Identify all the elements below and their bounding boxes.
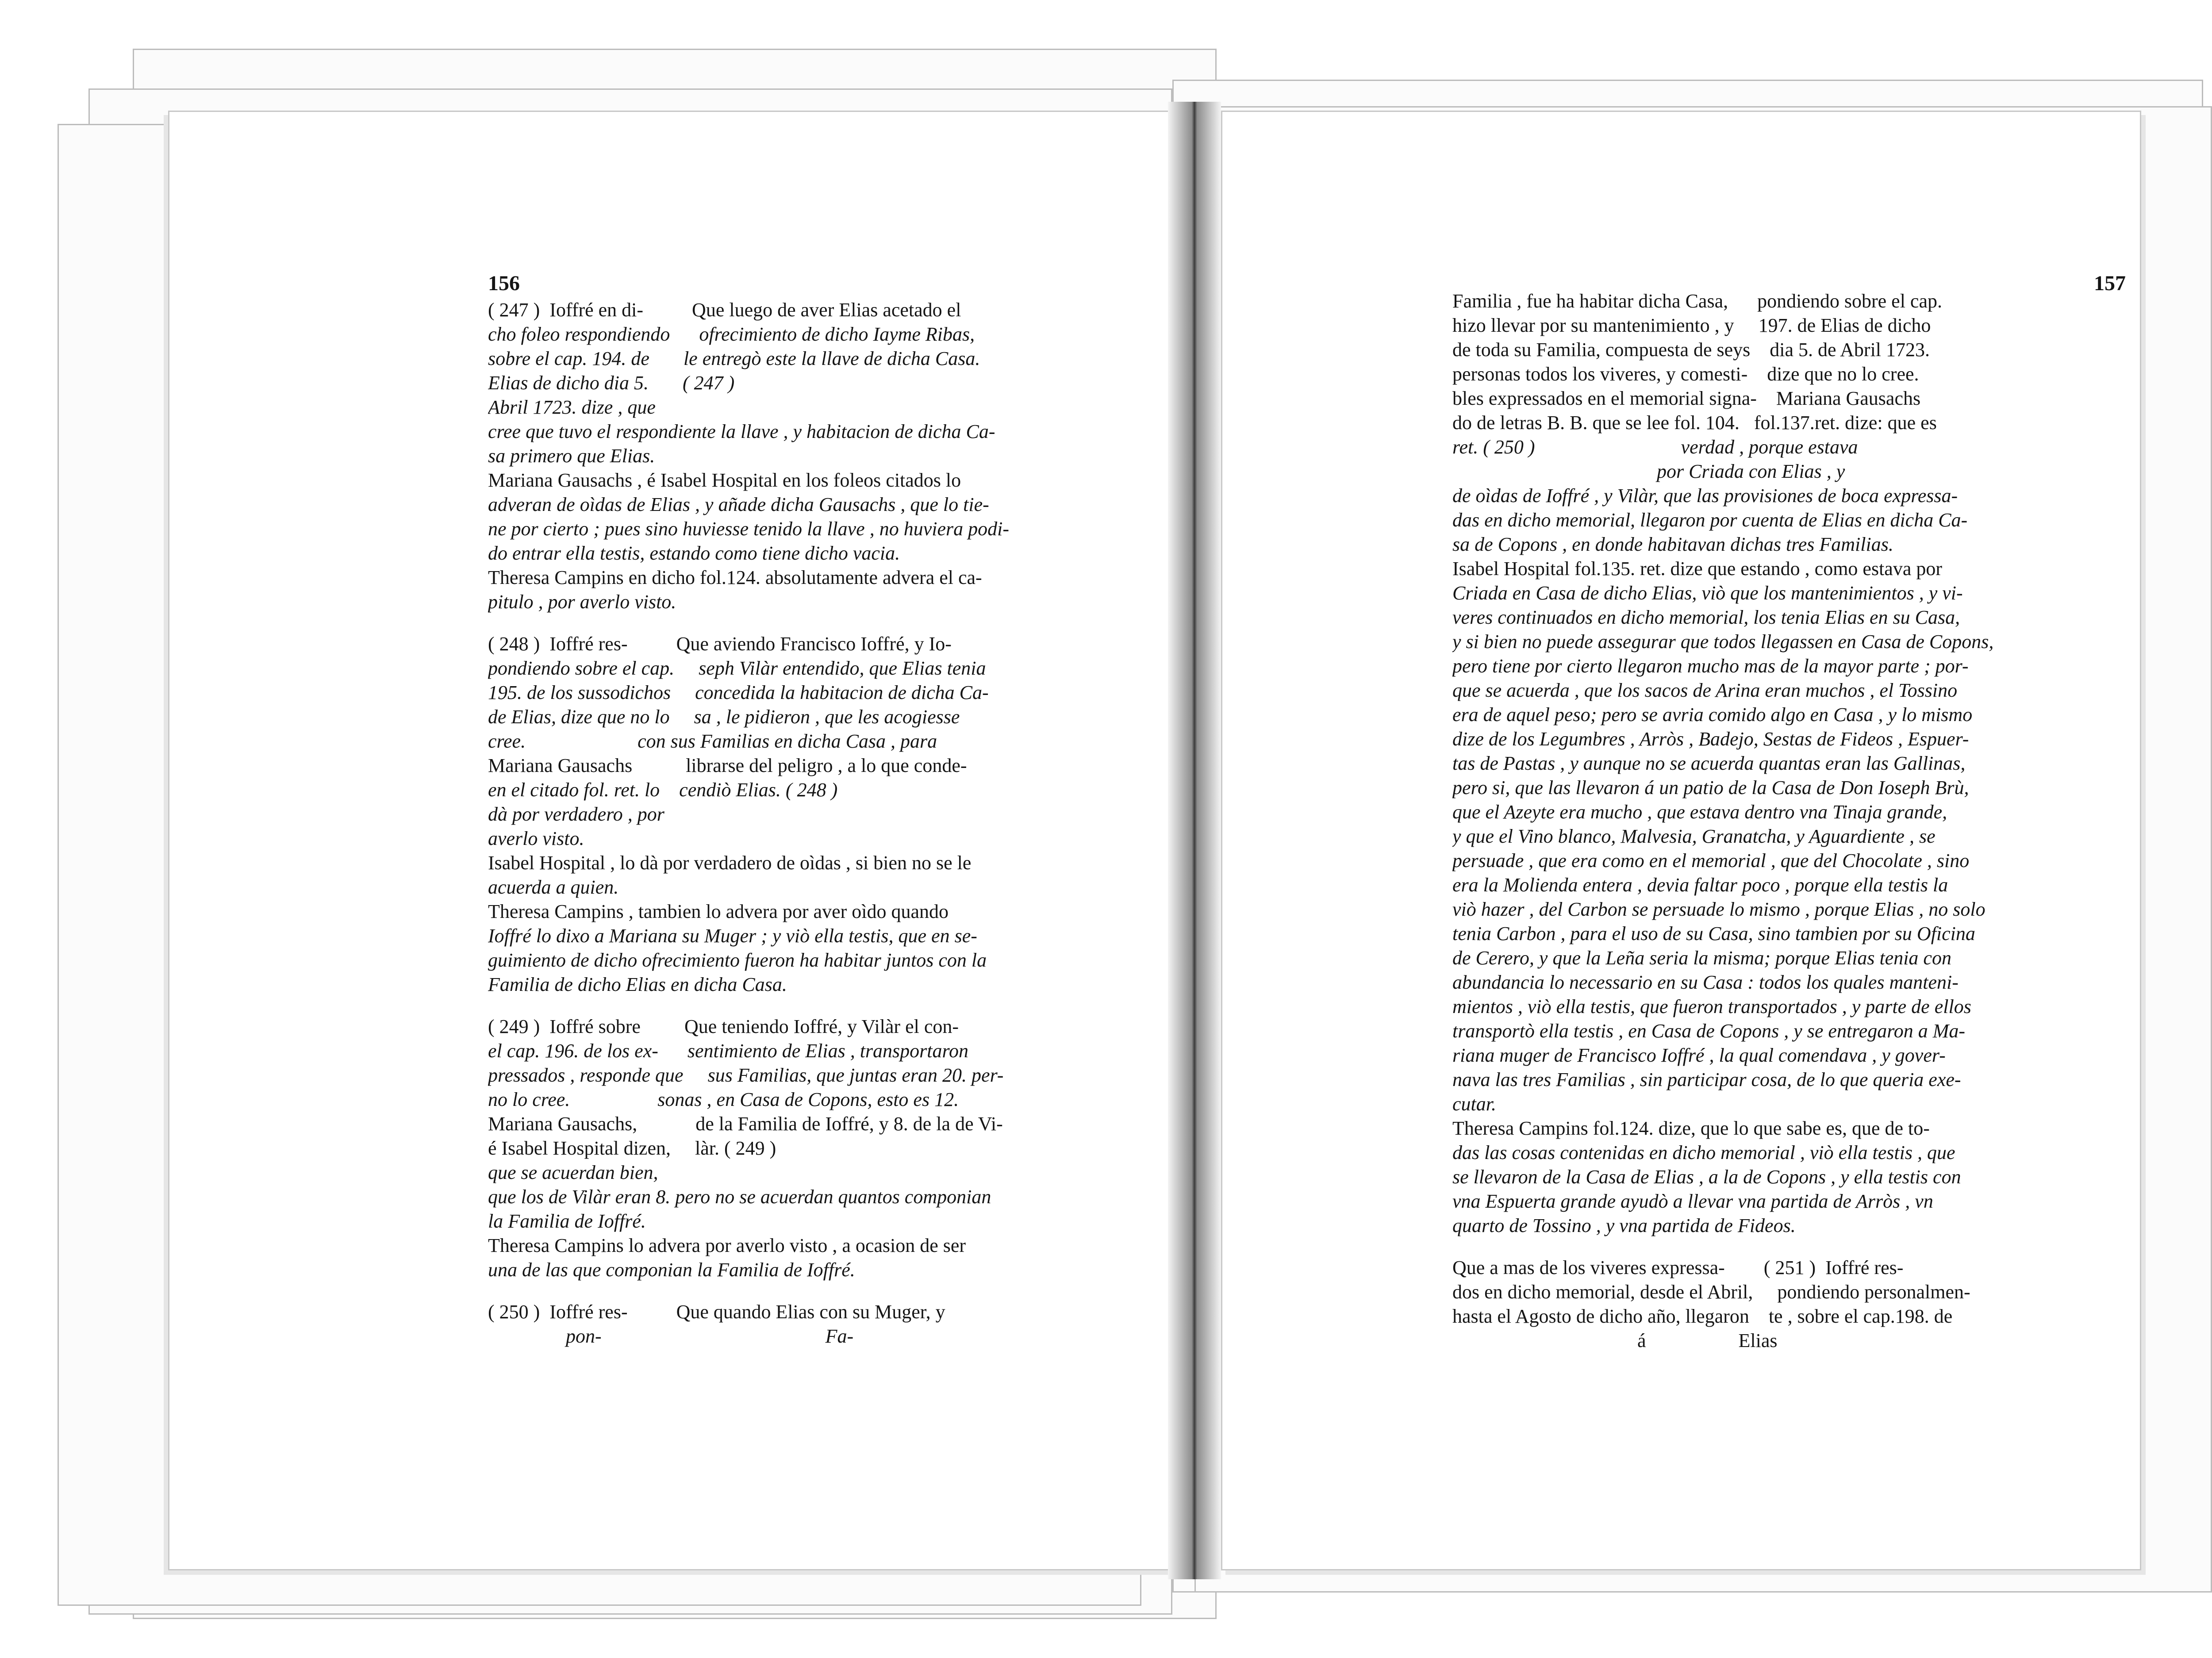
text-line: Familia de dicho Elias en dicha Casa. — [488, 974, 787, 995]
text-line: guimiento de dicho ofrecimiento fueron ha habitar juntos con la — [488, 949, 987, 971]
text-line: que los de Vilàr eran 8. pero no se acuerdan quantos componian — [488, 1186, 991, 1208]
text-line: que el Azeyte era mucho , que estava dentro vna Tinaja grande, — [1452, 801, 1947, 823]
text-line: sa de Copons , en donde habitavan dichas tres Familias. — [1452, 533, 1893, 555]
text-line: se llevaron de la Casa de Elias , a la de Copons , y ella testis con — [1452, 1166, 1961, 1188]
text-line: Abril 1723. dize , que — [488, 396, 656, 418]
page-number: 157 — [2094, 272, 2126, 295]
text-line: dize de los Legumbres , Arròs , Badejo, Sestas de Fideos , Espuer- — [1452, 728, 1969, 750]
text-line: vna Espuerta grande ayudò a llevar vna partida de Arròs , vn — [1452, 1190, 1933, 1212]
open-book — [168, 111, 2141, 1570]
text-line: bles expressados en el memorial signa- Mariana Gausachs — [1452, 388, 1921, 409]
text-line: Criada en Casa de dicho Elias, viò que los mantenimientos , y vi- — [1452, 582, 1963, 604]
text-line: tenia Carbon , para el uso de su Casa, sino tambien por su Oficina — [1452, 923, 1975, 944]
text-line: acuerda a quien. — [488, 876, 619, 898]
text-line: Familia , fue ha habitar dicha Casa, pondiendo sobre el cap. — [1452, 290, 1942, 312]
text-line: hasta el Agosto de dicho año, llegaron te , sobre el cap.198. de — [1452, 1305, 1953, 1327]
text-line: dos en dicho memorial, desde el Abril, pondiendo personalmen- — [1452, 1281, 1970, 1303]
text-line: ( 247 ) Ioffré en di- Que luego de aver Elias acetado el — [488, 299, 961, 321]
text-line: pitulo , por averlo visto. — [488, 591, 676, 613]
text-line: pero tiene por cierto llegaron mucho mas de la mayor parte ; por- — [1452, 655, 1969, 677]
right-page — [1221, 111, 2141, 1570]
text-line: ( 250 ) Ioffré res- Que quando Elias con su Muger, y — [488, 1301, 945, 1323]
text-line: Mariana Gausachs , é Isabel Hospital en los foleos citados lo — [488, 469, 961, 491]
book-gutter — [1168, 102, 1221, 1579]
text-line: cree que tuvo el respondiente la llave , y habitacion de dicha Ca- — [488, 421, 995, 442]
text-line: das en dicho memorial, llegaron por cuenta de Elias en dicha Ca- — [1452, 509, 1968, 531]
text-line: persuade , que era como en el memorial , que del Chocolate , sino — [1452, 850, 1970, 871]
text-line: de Elias, dize que no lo sa , le pidieron , que les acogiesse — [488, 706, 960, 728]
text-line: das las cosas contenidas en dicho memorial , viò ella testis , que — [1452, 1142, 1955, 1163]
text-line: que se acuerda , que los sacos de Arina eran muchos , el Tossino — [1452, 679, 1958, 701]
text-line: dà por verdadero , por — [488, 803, 664, 825]
text-line: Theresa Campins en dicho fol.124. absolutamente advera el ca- — [488, 567, 982, 588]
text-line: pressados , responde que sus Familias, que juntas eran 20. per- — [488, 1064, 1004, 1086]
text-line: y que el Vino blanco, Malvesia, Granatcha, y Aguardiente , se — [1452, 825, 1936, 847]
text-line: Ioffré lo dixo a Mariana su Muger ; y viò ella testis, que en se- — [488, 925, 977, 947]
text-line: el cap. 196. de los ex- sentimiento de Elias , transportaron — [488, 1040, 969, 1062]
text-line: de Cerero, y que la Leña seria la misma; porque Elias tenia con — [1452, 947, 1951, 969]
left-page-text — [488, 298, 1152, 1348]
text-line: é Isabel Hospital dizen, làr. ( 249 ) — [488, 1137, 776, 1159]
right-page-text — [1452, 289, 2116, 1353]
text-line: cutar. — [1452, 1093, 1496, 1115]
text-line: en el citado fol. ret. lo cendiò Elias. ( 248 ) — [488, 779, 838, 801]
text-line: do entrar ella testis, estando como tiene dicho vacia. — [488, 542, 900, 564]
text-line: abundancia lo necessario en su Casa : todos los quales manteni- — [1452, 971, 1959, 993]
text-line: personas todos los viveres, y comesti- dize que no lo cree. — [1452, 363, 1919, 385]
text-line: cree. con sus Familias en dicha Casa , para — [488, 730, 937, 752]
text-line: Theresa Campins , tambien lo advera por aver oìdo quando — [488, 901, 949, 922]
text-line: que se acuerdan bien, — [488, 1162, 658, 1183]
text-line: Theresa Campins lo advera por averlo visto , a ocasion de ser — [488, 1235, 966, 1256]
text-line: sobre el cap. 194. de le entregò este la llave de dicha Casa. — [488, 348, 980, 369]
text-line: tas de Pastas , y aunque no se acuerda quantas eran las Gallinas, — [1452, 752, 1966, 774]
left-page — [168, 111, 1172, 1570]
text-line: era de aquel peso; pero se avria comido algo en Casa , y lo mismo — [1452, 704, 1973, 725]
text-line: Que a mas de los viveres expressa- ( 251 ) Ioffré res- — [1452, 1257, 1904, 1278]
text-line: pero si, que las llevaron á un patio de la Casa de Don Ioseph Brù, — [1452, 777, 1969, 798]
text-line: la Familia de Ioffré. — [488, 1210, 646, 1232]
text-line: á Elias — [1452, 1330, 1778, 1351]
text-line: Mariana Gausachs librarse del peligro , a lo que conde- — [488, 755, 967, 776]
text-line: do de letras B. B. que se lee fol. 104. fol.137.ret. dize: que es — [1452, 412, 1937, 434]
text-line: transportò ella testis , en Casa de Copons , y se entregaron a Ma- — [1452, 1020, 1965, 1042]
text-line: Isabel Hospital fol.135. ret. dize que estando , como estava por — [1452, 558, 1943, 580]
text-line: pon- Fa- — [488, 1325, 854, 1347]
text-line: quarto de Tossino , y vna partida de Fideos. — [1452, 1215, 1796, 1236]
text-line: Isabel Hospital , lo dà por verdadero de oìdas , si bien no se le — [488, 852, 972, 874]
text-line: Mariana Gausachs, de la Familia de Ioffré, y 8. de la de Vi- — [488, 1113, 1003, 1135]
text-line: era la Molienda entera , devia faltar poco , porque ella testis la — [1452, 874, 1948, 896]
text-line: ne por cierto ; pues sino huviesse tenido la llave , no huviera podi- — [488, 518, 1009, 540]
text-line: mientos , viò ella testis, que fueron transportados , y parte de ellos — [1452, 996, 1971, 1017]
text-line: viò hazer , del Carbon se persuade lo mismo , porque Elias , no solo — [1452, 898, 1985, 920]
text-line: averlo visto. — [488, 828, 584, 849]
text-line: una de las que componian la Familia de Ioffré. — [488, 1259, 855, 1281]
text-line: pondiendo sobre el cap. seph Vilàr entendido, que Elias tenia — [488, 657, 986, 679]
text-line: hizo llevar por su mantenimiento , y 197. de Elias de dicho — [1452, 315, 1931, 336]
text-line: cho foleo respondiendo ofrecimiento de dicho Iayme Ribas, — [488, 323, 975, 345]
text-line: riana muger de Francisco Ioffré , la qual comendava , y gover- — [1452, 1044, 1946, 1066]
text-line: nava las tres Familias , sin participar cosa, de lo que queria exe- — [1452, 1069, 1961, 1090]
text-line: ( 249 ) Ioffré sobre Que teniendo Ioffré, y Vilàr el con- — [488, 1016, 959, 1037]
text-line: adveran de oìdas de Elias , y añade dicha Gausachs , que lo tie- — [488, 494, 989, 515]
text-line: Theresa Campins fol.124. dize, que lo que sabe es, que de to- — [1452, 1117, 1930, 1139]
text-line: veres continuados en dicho memorial, los tenia Elias en su Casa, — [1452, 606, 1960, 628]
text-line: Elias de dicho dia 5. ( 247 ) — [488, 372, 735, 394]
text-line: de toda su Familia, compuesta de seys dia 5. de Abril 1723. — [1452, 339, 1930, 361]
text-line: 195. de los sussodichos concedida la habitacion de dicha Ca- — [488, 682, 989, 703]
text-line: ( 248 ) Ioffré res- Que aviendo Francisco Ioffré, y Io- — [488, 633, 952, 655]
text-line: por Criada con Elias , y — [1452, 461, 1845, 482]
text-line: de oìdas de Ioffré , y Vilàr, que las provisiones de boca expressa- — [1452, 485, 1958, 507]
text-line: no lo cree. sonas , en Casa de Copons, esto es 12. — [488, 1089, 959, 1110]
text-line: ret. ( 250 ) verdad , porque estava — [1452, 436, 1858, 458]
page-number: 156 — [488, 272, 520, 295]
text-line: y si bien no puede assegurar que todos llegassen en Casa de Copons, — [1452, 631, 1994, 652]
text-line: sa primero que Elias. — [488, 445, 655, 467]
